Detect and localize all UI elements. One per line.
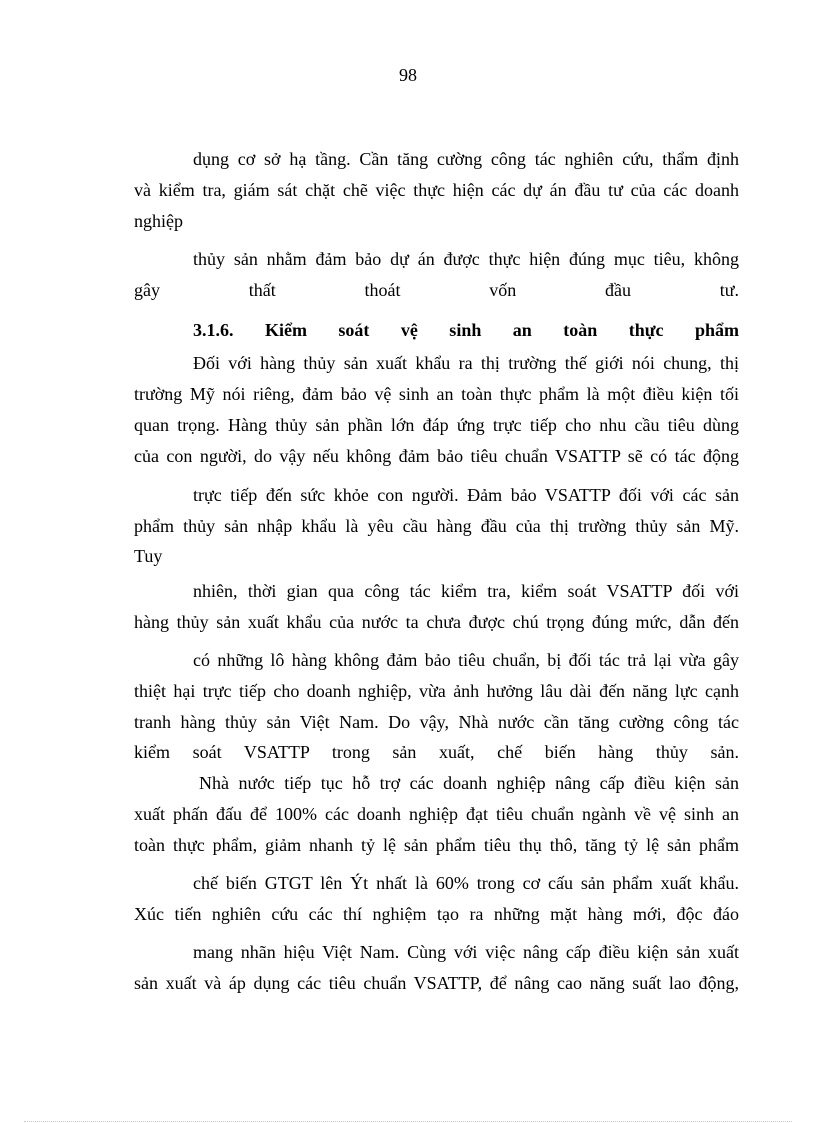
text-line: Nhà nước tiếp tục hỗ trợ các doanh nghiệp nâng cấp điều kiện sản [199,773,739,793]
text-line: nhiên, thời gian qua công tác kiểm tra, kiểm soát VSATTP đối với [193,581,739,601]
text-line: mang nhãn hiệu Việt Nam. Cùng với việc nâng cấp điều kiện sản xuất [193,942,739,962]
section-heading: 3.1.6. Kiểm soát vệ sinh an toàn thực phẩm [193,320,739,340]
text-line: nghiệp [134,211,183,231]
text-line: của con người, do vậy nếu không đảm bảo tiêu chuẩn VSATTP sẽ có tác động [134,446,739,466]
text-line: trực tiếp đến sức khỏe con người. Đảm bảo VSATTP đối với các sản [193,485,739,505]
text-line: toàn thực phẩm, giảm nhanh tỷ lệ sản phẩm tiêu thụ thô, tăng tỷ lệ sản phẩm [134,835,739,855]
text-line: xuất phấn đấu để 100% các doanh nghiệp đạt tiêu chuẩn ngành về vệ sinh an [134,804,739,824]
text-line: có những lô hàng không đảm bảo tiêu chuẩn, bị đối tác trả lại vừa gây [193,650,739,670]
page-number: 98 [399,65,417,85]
text-line: quan trọng. Hàng thủy sản phần lớn đáp ứng trực tiếp cho nhu cầu tiêu dùng [134,415,739,435]
text-line: trường Mỹ nói riêng, đảm bảo vệ sinh an toàn thực phẩm là một điều kiện tối [134,384,739,404]
page-bottom-divider [24,1121,792,1122]
text-line: Tuy [134,546,163,566]
text-line: và kiểm tra, giám sát chặt chẽ việc thực hiện các dự án đầu tư của các doanh [134,180,739,200]
text-line: phẩm thủy sản nhập khẩu là yêu cầu hàng đầu của thị trường thủy sản Mỹ. [134,516,739,536]
text-line: thủy sản nhằm đảm bảo dự án được thực hiện đúng mục tiêu, không [193,249,739,269]
text-line: tranh hàng thủy sản Việt Nam. Do vậy, Nhà nước cần tăng cường công tác [134,712,739,732]
text-line: Đối với hàng thủy sản xuất khẩu ra thị trường thế giới nói chung, thị [193,353,739,373]
text-line: sản xuất và áp dụng các tiêu chuẩn VSATTP, để nâng cao năng suất lao động, [134,973,739,993]
text-line: chế biến GTGT lên Ýt nhất là 60% trong cơ cấu sản phẩm xuất khẩu. [193,873,739,893]
text-line: thiệt hại trực tiếp cho doanh nghiệp, vừa ảnh hưởng lâu dài đến năng lực cạnh [134,681,739,701]
text-line: Xúc tiến nghiên cứu các thí nghiệm tạo ra những mặt hàng mới, độc đáo [134,904,739,924]
text-line: kiểm soát VSATTP trong sản xuất, chế biến hàng thủy sản. [134,742,739,762]
text-line: hàng thủy sản xuất khẩu của nước ta chưa được chú trọng đúng mức, dẫn đến [134,612,739,632]
text-line: gây thất thoát vốn đầu tư. [134,280,739,300]
text-line: dụng cơ sở hạ tầng. Cần tăng cường công tác nghiên cứu, thẩm định [193,149,739,169]
